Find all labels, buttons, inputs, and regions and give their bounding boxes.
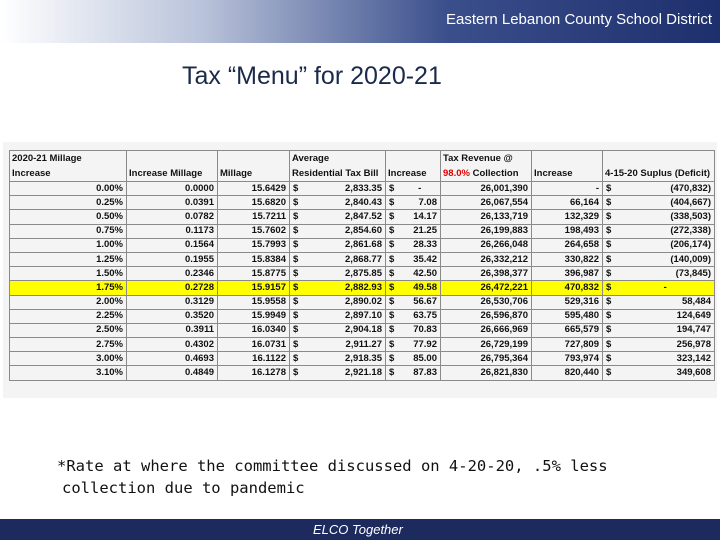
cell-rev-inc: 66,164 [532,196,603,210]
currency-symbol: $ [603,281,617,295]
currency-symbol: $ [603,210,617,224]
cell-pct: 0.00% [10,182,127,196]
cell-rev-inc: 264,658 [532,238,603,252]
collection-rate: 98.0% [443,168,470,179]
table-row [10,210,715,224]
bottom-banner [0,519,720,540]
cell-bill-inc: 85.00 [400,352,441,366]
cell-pct: 1.50% [10,267,127,281]
cell-inc-mill: 0.3520 [127,309,218,323]
cell-pct: 2.25% [10,309,127,323]
cell-revenue: 26,199,883 [441,224,532,238]
currency-symbol: $ [386,182,400,196]
slide-title: Tax “Menu” for 2020-21 [182,62,442,90]
cell-pct: 0.25% [10,196,127,210]
table-row [10,352,715,366]
currency-symbol: $ [603,295,617,309]
cell-inc-mill: 0.1173 [127,224,218,238]
header-bill-increase: Increase [386,166,441,182]
cell-mill: 15.7211 [218,210,290,224]
cell-revenue: 26,133,719 [441,210,532,224]
cell-pct: 2.00% [10,295,127,309]
tax-menu-table [9,150,715,381]
cell-mill: 16.1122 [218,352,290,366]
cell-revenue: 26,266,048 [441,238,532,252]
cell-rev-inc: 595,480 [532,309,603,323]
header-collection: 98.0% Collection [441,166,532,182]
cell-mill: 15.9558 [218,295,290,309]
cell-bill-inc: 28.33 [400,238,441,252]
cell-inc-mill: 0.1955 [127,252,218,266]
cell-surplus: 323,142 [617,352,715,366]
cell-rev-inc: 330,822 [532,252,603,266]
currency-symbol: $ [290,182,304,196]
currency-symbol: $ [603,366,617,380]
currency-symbol: $ [603,338,617,352]
cell-inc-mill: 0.1564 [127,238,218,252]
table-row [10,182,715,196]
cell-surplus: (206,174) [617,238,715,252]
cell-surplus: (404,667) [617,196,715,210]
footnote-line-2: collection due to pandemic [62,479,305,497]
cell-mill: 15.9949 [218,309,290,323]
header-increase-millage: Increase Millage [127,166,218,182]
header-row-bottom [10,166,715,182]
currency-symbol: $ [603,309,617,323]
cell-pct: 0.50% [10,210,127,224]
cell-mill: 16.0340 [218,323,290,337]
table-row [10,309,715,323]
cell-surplus: (272,338) [617,224,715,238]
header-residential-tax-bill: Residential Tax Bill [290,166,386,182]
currency-symbol: $ [290,238,304,252]
cell-rev-inc: - [532,182,603,196]
cell-inc-mill: 0.2728 [127,281,218,295]
footer-tagline: ELCO Together [313,522,403,537]
cell-revenue: 26,332,212 [441,252,532,266]
currency-symbol: $ [386,352,400,366]
table-row [10,267,715,281]
cell-bill-inc: 56.67 [400,295,441,309]
cell-revenue: 26,821,830 [441,366,532,380]
cell-revenue: 26,666,969 [441,323,532,337]
currency-symbol: $ [290,210,304,224]
currency-symbol: $ [386,210,400,224]
cell-surplus: - [617,281,715,295]
cell-pct: 3.10% [10,366,127,380]
footnote [57,455,608,499]
cell-avg-bill: 2,854.60 [304,224,386,238]
currency-symbol: $ [290,366,304,380]
cell-surplus: (338,503) [617,210,715,224]
currency-symbol: $ [603,238,617,252]
cell-revenue: 26,398,377 [441,267,532,281]
table-row [10,238,715,252]
currency-symbol: $ [386,224,400,238]
tax-menu-table-panel [3,142,717,398]
cell-avg-bill: 2,911.27 [304,338,386,352]
cell-avg-bill: 2,904.18 [304,323,386,337]
header-tax-revenue-top: Tax Revenue @ [441,151,532,167]
table-row [10,323,715,337]
table-row [10,366,715,380]
cell-avg-bill: 2,875.85 [304,267,386,281]
header-average-top: Average [290,151,386,167]
cell-rev-inc: 396,987 [532,267,603,281]
cell-mill: 16.1278 [218,366,290,380]
cell-avg-bill: 2,918.35 [304,352,386,366]
cell-revenue: 26,795,364 [441,352,532,366]
cell-mill: 15.8775 [218,267,290,281]
cell-inc-mill: 0.4302 [127,338,218,352]
currency-symbol: $ [386,309,400,323]
cell-revenue: 26,596,870 [441,309,532,323]
cell-mill: 15.7602 [218,224,290,238]
cell-surplus: (73,845) [617,267,715,281]
currency-symbol: $ [290,309,304,323]
currency-symbol: $ [603,196,617,210]
table-row [10,281,715,295]
header-millage: Millage [218,166,290,182]
currency-symbol: $ [603,323,617,337]
cell-pct: 2.75% [10,338,127,352]
cell-avg-bill: 2,882.93 [304,281,386,295]
cell-pct: 3.00% [10,352,127,366]
cell-pct: 1.00% [10,238,127,252]
cell-inc-mill: 0.3129 [127,295,218,309]
cell-inc-mill: 0.0782 [127,210,218,224]
cell-revenue: 26,067,554 [441,196,532,210]
currency-symbol: $ [603,182,617,196]
cell-bill-inc: 21.25 [400,224,441,238]
cell-avg-bill: 2,897.10 [304,309,386,323]
cell-rev-inc: 665,579 [532,323,603,337]
currency-symbol: $ [386,295,400,309]
header-surplus-deficit: 4-15-20 Suplus (Deficit) [603,166,715,182]
cell-surplus: 194,747 [617,323,715,337]
top-banner [0,0,720,43]
currency-symbol: $ [386,196,400,210]
cell-avg-bill: 2,840.43 [304,196,386,210]
currency-symbol: $ [386,252,400,266]
cell-surplus: (470,832) [617,182,715,196]
cell-surplus: 349,608 [617,366,715,380]
header-millage-increase-top: 2020-21 Millage [10,151,127,167]
cell-inc-mill: 0.2346 [127,267,218,281]
cell-bill-inc: 70.83 [400,323,441,337]
currency-symbol: $ [386,323,400,337]
footnote-line-1: *Rate at where the committee discussed on 4-20-20, .5% less [57,457,608,475]
cell-rev-inc: 529,316 [532,295,603,309]
cell-mill: 15.9157 [218,281,290,295]
currency-symbol: $ [290,281,304,295]
currency-symbol: $ [290,323,304,337]
currency-symbol: $ [290,196,304,210]
cell-bill-inc: 14.17 [400,210,441,224]
cell-avg-bill: 2,847.52 [304,210,386,224]
currency-symbol: $ [290,252,304,266]
table-row [10,252,715,266]
cell-avg-bill: 2,890.02 [304,295,386,309]
cell-inc-mill: 0.0000 [127,182,218,196]
cell-surplus: 124,649 [617,309,715,323]
cell-surplus: (140,009) [617,252,715,266]
cell-bill-inc: 42.50 [400,267,441,281]
cell-pct: 1.25% [10,252,127,266]
currency-symbol: $ [290,352,304,366]
table-row [10,295,715,309]
cell-avg-bill: 2,921.18 [304,366,386,380]
cell-mill: 15.6820 [218,196,290,210]
cell-pct: 0.75% [10,224,127,238]
cell-revenue: 26,472,221 [441,281,532,295]
cell-revenue: 26,530,706 [441,295,532,309]
header-row-top [10,151,715,167]
currency-symbol: $ [603,224,617,238]
currency-symbol: $ [290,267,304,281]
cell-revenue: 26,729,199 [441,338,532,352]
currency-symbol: $ [386,366,400,380]
cell-avg-bill: 2,861.68 [304,238,386,252]
table-row [10,196,715,210]
district-name: Eastern Lebanon County School District [446,11,712,28]
cell-bill-inc: 49.58 [400,281,441,295]
cell-inc-mill: 0.4849 [127,366,218,380]
cell-surplus: 256,978 [617,338,715,352]
cell-bill-inc: - [400,182,441,196]
table-row [10,338,715,352]
cell-revenue: 26,001,390 [441,182,532,196]
cell-bill-inc: 35.42 [400,252,441,266]
cell-mill: 16.0731 [218,338,290,352]
cell-rev-inc: 727,809 [532,338,603,352]
currency-symbol: $ [290,224,304,238]
cell-pct: 2.50% [10,323,127,337]
currency-symbol: $ [386,238,400,252]
currency-symbol: $ [290,295,304,309]
cell-inc-mill: 0.3911 [127,323,218,337]
table-body [10,182,715,381]
cell-mill: 15.8384 [218,252,290,266]
currency-symbol: $ [386,267,400,281]
cell-bill-inc: 77.92 [400,338,441,352]
currency-symbol: $ [290,338,304,352]
cell-mill: 15.6429 [218,182,290,196]
cell-inc-mill: 0.0391 [127,196,218,210]
cell-bill-inc: 63.75 [400,309,441,323]
cell-rev-inc: 132,329 [532,210,603,224]
cell-avg-bill: 2,833.35 [304,182,386,196]
header-increase: Increase [10,166,127,182]
cell-pct: 1.75% [10,281,127,295]
table-row [10,224,715,238]
currency-symbol: $ [603,267,617,281]
cell-avg-bill: 2,868.77 [304,252,386,266]
cell-rev-inc: 793,974 [532,352,603,366]
header-revenue-increase: Increase [532,166,603,182]
currency-symbol: $ [603,252,617,266]
cell-mill: 15.7993 [218,238,290,252]
cell-bill-inc: 7.08 [400,196,441,210]
cell-rev-inc: 470,832 [532,281,603,295]
cell-inc-mill: 0.4693 [127,352,218,366]
cell-bill-inc: 87.83 [400,366,441,380]
cell-surplus: 58,484 [617,295,715,309]
cell-rev-inc: 820,440 [532,366,603,380]
cell-rev-inc: 198,493 [532,224,603,238]
currency-symbol: $ [603,352,617,366]
currency-symbol: $ [386,338,400,352]
currency-symbol: $ [386,281,400,295]
